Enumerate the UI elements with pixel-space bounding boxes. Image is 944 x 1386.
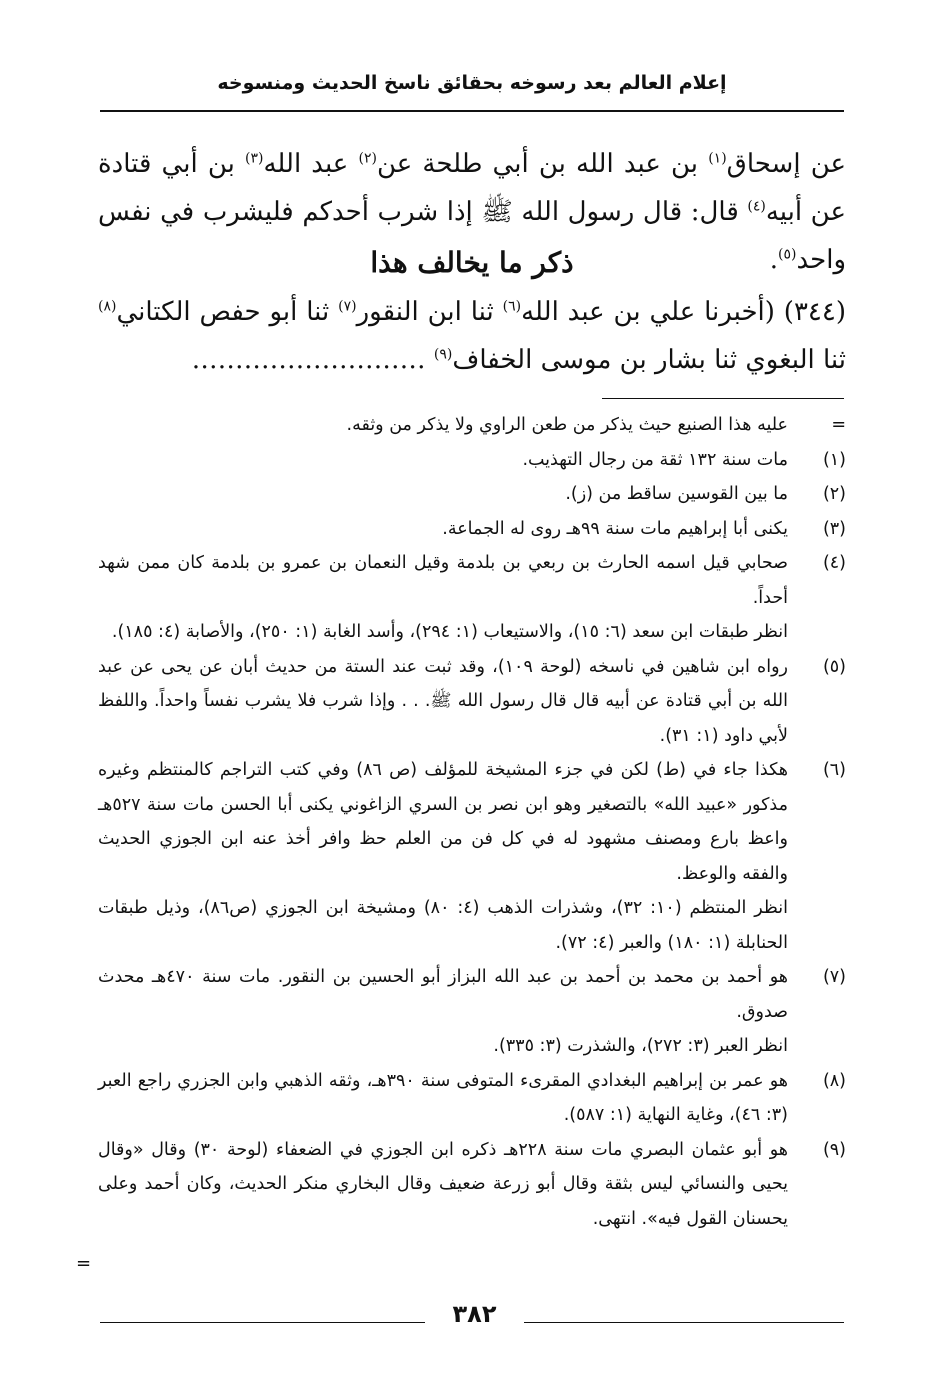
footnote-text: عليه هذا الصنيع حيث يذكر من طعن الراوي ولا يذكر من وثقه. [346, 415, 788, 435]
footnotes [98, 408, 846, 1236]
running-header: إعلام العالم بعد رسوخه بحقائق ناسخ الحديث ومنسوخه [217, 72, 727, 94]
footnote-separator [602, 398, 844, 399]
footnote-text: ما بين القوسين ساقط من (ز). [565, 484, 788, 504]
main-paragraph-2 [98, 288, 846, 384]
footnote-text: صحابي قيل اسمه الحارث بن ربعي بن بلدمة وقيل النعمان بن عمرو بن بلدمة كان ممن شهد أحداً. [98, 553, 788, 608]
footnote-ref[interactable]: (٥) [778, 246, 797, 263]
footnote-number: (٢) [822, 484, 846, 504]
footnote-number: = [831, 415, 846, 435]
footnote-9 [98, 1133, 846, 1237]
footnote-number: (١) [822, 449, 846, 470]
text-run: ثنا أبو حفص الكتاني [116, 297, 339, 327]
footnote-number: (٦) [822, 760, 846, 780]
footnote-8 [98, 1064, 846, 1133]
text-run: بن أبي قتادة عن أبيه [98, 149, 846, 227]
footnote-number: (٨) [822, 1070, 846, 1091]
text-run: ثنا ابن النقور [356, 297, 503, 327]
footnote-ref[interactable]: (٦) [502, 298, 522, 315]
footnote-text: مات سنة ١٣٢ ثقة من رجال التهذيب. [522, 449, 788, 470]
footnote-ref[interactable]: (٣) [245, 150, 264, 167]
footnote-text: رواه ابن شاهين في ناسخه (لوحة ١٠٩)، وقد ثبت عند الستة من حديث أبان عن يحى عن عبد الله بن أبي قتادة عن أبيه قال قال رسول الله ﷺ. . . وإذا شرب فلا يشرب نفساً واحداً. واللفظ لأبي داود (١: ٣١). [98, 656, 788, 746]
footnote-ref[interactable]: (٨) [98, 298, 117, 315]
text-run: (٣٤٤) (أخبرنا علي بن عبد الله [521, 297, 847, 327]
text-run: قال: قال رسول الله ﷺ إذا شرب أحدكم فليشرب في نفس واحد [98, 197, 846, 275]
footnote-text: هو أحمد بن محمد بن أحمد بن عبد الله البزاز أبو الحسين بن النقور. مات سنة ٤٧٠هـ محدث صدوق. [98, 967, 788, 1022]
footnote-6 [98, 753, 846, 891]
footnote-text: هو أبو عثمان البصري مات سنة ٢٢٨هـ ذكره ابن الجوزي في الضعفاء (لوحة ٣٠) وقال «وقال يحيى والنسائي ليس بثقة وقال أبو زرعة ضعيف وقال البخاري منكر الحديث، وكان أحمد وعلى يحسنان القول فيه». انتهى. [98, 1139, 788, 1229]
text-run: بن عبد الله بن أبي طلحة عن [376, 149, 709, 179]
footnote-5 [98, 650, 846, 754]
footnote-3 [98, 512, 846, 547]
footnote-4 [98, 546, 846, 615]
footnote-number: (٧) [822, 967, 846, 987]
folio-rule-left [100, 1322, 425, 1323]
continuation-mark: = [76, 1253, 92, 1274]
footnote-2 [98, 477, 846, 512]
footnote-reference-list: انظر طبقات ابن سعد (٦: ١٥)، والاستيعاب (١: ٢٩٤)، وأسد الغابة (١: ٢٥٠)، والأصابة (٤: ١٨٥). [111, 622, 788, 642]
footnote-number: (٤) [822, 553, 846, 573]
footnote-reference-list: انظر العبر (٣: ٢٧٢)، والشذرت (٣: ٣٣٥). [493, 1036, 788, 1056]
text-run: ……………………… [191, 345, 434, 375]
section-heading: ذكر ما يخالف هذا [370, 246, 574, 279]
footnote-number: (٥) [822, 656, 846, 677]
footnote-ref[interactable]: (٧) [338, 298, 357, 315]
footnote-text: يكنى أبا إبراهيم مات سنة ٩٩هـ روى له الجماعة. [442, 518, 788, 539]
footnote-ref[interactable]: (٤) [747, 198, 766, 215]
footnote-number: (٩) [822, 1139, 846, 1160]
footnote-ref[interactable]: (٩) [433, 346, 453, 363]
footnote-1 [98, 443, 846, 478]
folio-rule-right [524, 1322, 844, 1323]
footnote-text: هو عمر بن إبراهيم البغدادي المقرىء المتوفى سنة ٣٩٠هـ، وثقه الذهبي وابن الجزري راجع العبر (٣: ٤٦)، وغاية النهاية (١: ٥٨٧). [98, 1070, 788, 1125]
page-number: ٣٨٢ [452, 1300, 497, 1328]
footnote-7 [98, 960, 846, 1029]
footnote-number: (٣) [822, 518, 846, 539]
text-run: . [769, 245, 779, 275]
text-run: عن إسحاق [726, 149, 846, 179]
footnote-ref[interactable]: (١) [708, 150, 727, 167]
footnote-reference-list: انظر المنتظم (١٠: ٣٢)، وشذرات الذهب (٤: ٨٠) ومشيخة ابن الجوزي (ص٨٦)، وذيل طبقات الحنابلة (١: ١٨٠) والعبر (٤: ٧٢). [98, 898, 789, 953]
footnote-text: هكذا جاء في (ط) لكن في جزء المشيخة للمؤلف (ص ٨٦) وفي كتب التراجم كالمنتظم وغيره مذكور «عبيد الله» بالتصغير وهو ابن نصر بن السري الزاغوني يكنى أبا الحسن مات سنة ٥٢٧هـ واعظ بارع ومصنف مشهود له في كل فن من العلم حظ وافر أخذ عنه ابن الجوزي الحديث والفقه والوعظ. [98, 760, 788, 884]
footnote-continuation [98, 408, 846, 443]
footnote-ref[interactable]: (٢) [358, 150, 377, 167]
text-run: ثنا البغوي ثنا بشار بن موسى الخفاف [452, 345, 846, 375]
text-run: عبد الله [263, 149, 359, 179]
header-rule [100, 110, 844, 112]
